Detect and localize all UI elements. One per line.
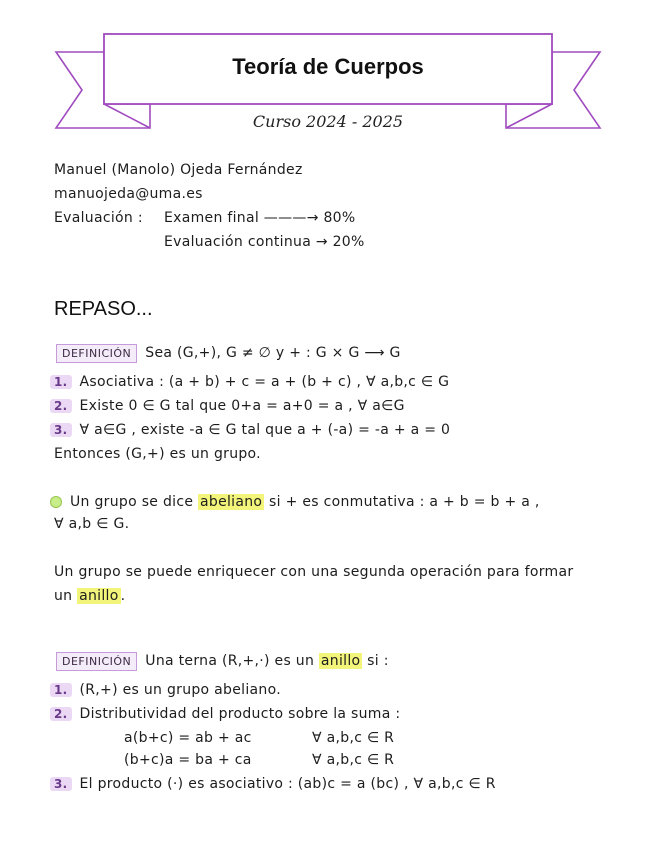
list-item [50,374,449,390]
list-item: 2. Distributividad del producto sobre la suma : [50,706,400,722]
distributive-right-quantifier: ∀ a,b,c ∈ R [312,752,395,768]
item-number: 3. [50,777,72,791]
evaluation-exam: Examen final ———→ 80% [164,210,356,226]
ring-intro-line2: un anillo . [54,588,126,604]
author-email: manuojeda@uma.es [54,186,203,202]
highlight-anillo: anillo [320,653,361,669]
author-name: Manuel (Manolo) Ojeda Fernández [54,162,303,178]
abelian-remark: Un grupo se dice abeliano si + es conmutativa : a + b = b + a , [50,494,540,510]
definition-ring: DEFINICIÓN Una terna (R,+,·) es un anillo si : [56,652,389,671]
bullet-dot-icon [50,496,62,508]
list-item [50,398,405,414]
evaluation-continuous: Evaluación continua → 20% [164,234,365,250]
definition-conclusion: Entonces (G,+) es un grupo. [54,446,261,462]
item-number: 1. [50,375,72,389]
item-number: 1. [50,683,72,697]
list-item: 3. El producto (·) es asociativo : (ab)c = a (bc) , ∀ a,b,c ∈ R [50,776,496,792]
highlight-anillo: anillo [79,588,119,604]
distributive-left-quantifier: ∀ a,b,c ∈ R [312,730,395,746]
distributive-right: (b+c)a = ba + ca [124,752,252,768]
definition-tag: DEFINICIÓN [56,652,137,671]
highlight-abeliano: abeliano [200,494,263,510]
definition-tag: DEFINICIÓN [56,344,137,363]
list-item: 1. (R,+) es un grupo abeliano. [50,682,281,698]
item-number: 2. [50,399,72,413]
distributive-left: a(b+c) = ab + ac [124,730,252,746]
section-heading-repaso: REPASO... [54,298,153,320]
item-text: ∀ a∈G , existe -a ∈ G tal que a + (-a) = -a + a = 0 [79,422,451,438]
item-number: 2. [50,707,72,721]
course-year: Curso 2024 - 2025 [252,112,404,131]
evaluation-label: Evaluación : [54,210,143,226]
ring-intro-line1: Un grupo se puede enriquecer con una segunda operación para formar [54,564,574,580]
list-item [50,422,450,438]
definition-group [56,344,401,363]
item-text: Existe 0 ∈ G tal que 0+a = a+0 = a , ∀ a∈G [79,398,405,414]
definition-statement: Sea (G,+), G ≠ ∅ y + : G × G ⟶ G [145,345,401,361]
item-text: Asociativa : (a + b) + c = a + (b + c) , ∀ a,b,c ∈ G [79,374,450,390]
abelian-remark-line2: ∀ a,b ∈ G. [54,516,130,532]
item-number: 3. [50,423,72,437]
page-title: Teoría de Cuerpos [232,54,424,79]
